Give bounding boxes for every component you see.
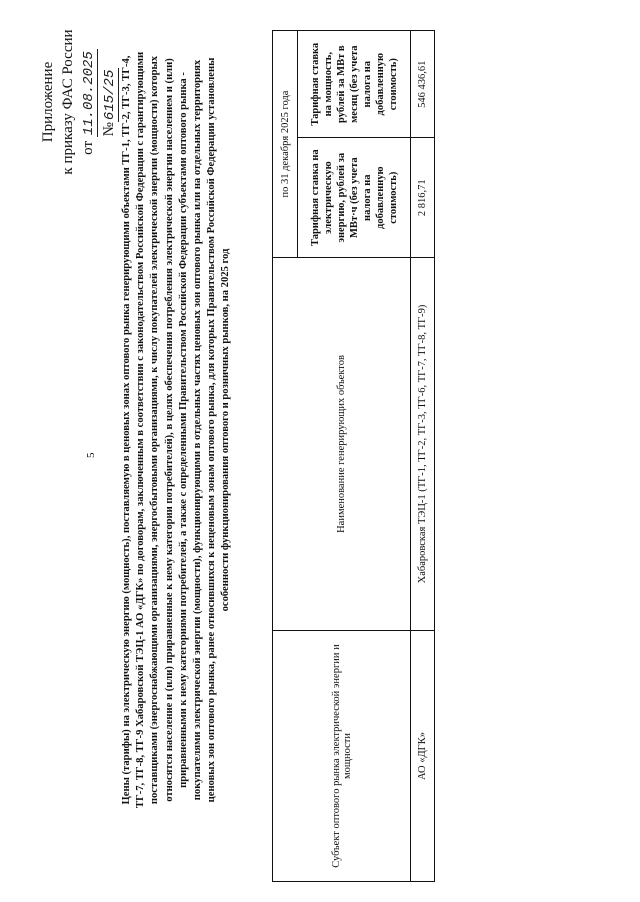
date-prefix: от [80, 140, 96, 155]
cell-objects: Хабаровская ТЭЦ-1 (ТГ-1, ТГ-2, ТГ-3, ТГ-6, ТГ-7, ТГ-8, ТГ-9) [411, 258, 435, 631]
order-date-line [78, 22, 120, 182]
order-number-handwritten: 615/25 [102, 69, 118, 121]
header-objects: Наименование генерирующих объектов [273, 258, 411, 631]
order-reference: к приказу ФАС России [60, 29, 76, 175]
header-capacity-rate: Тарифная ставка на мощность, рублей за МВт в месяц (без учета налога на добавленную стоимость) [298, 31, 411, 138]
table-row [411, 31, 435, 882]
appendix-label: Приложение [40, 61, 56, 143]
cell-capacity-rate: 546 436,61 [411, 31, 435, 138]
header-subject: Субъект оптового рынка электрической энергии и мощности [273, 631, 411, 882]
appendix-header [38, 22, 120, 182]
header-period: по 31 декабря 2025 года [273, 31, 298, 258]
page-number: 5 [85, 452, 97, 458]
header-energy-rate: Тарифная ставка на электрическую энергию, рублей за МВт·ч (без учета налога на добавленную стоимость) [298, 138, 411, 258]
tariff-table [272, 30, 435, 882]
document-title: Цены (тарифы) на электрическую энергию (мощность), поставляемую в ценовых зонах оптового рынка генерирующими объектами ТГ-1, ТГ-2, ТГ-3, ТГ-4, ТГ-7, ТГ-8, ТГ-9 Хабаровской ТЭЦ-1 АО «ДГК» по договорам, заключенным в соответствии с законодательством Российской Федерации с гарантирующими поставщиками (энергоснабжающими организациями, энергосбытовыми организациями, к числу покупателей электрической энергии (мощности) которых относятся население и (или) приравненные к нему категории потребителей), в целях обеспечения потребления электрической энергии населением и (или) приравненными к нему категориями потребителей, а также с определенными Правительством Российской Федерации субъектами оптового рынка - покупателями электрической энергии (мощности), функционирующими в отдельных частях ценовых зон оптового рынка или на отдельных территориях ценовых зон оптового рынка, ранее относившихся к неценовым зонам оптового рынка, для которых Правительством Российской Федерации установлены особенности функционирования оптового и розничных рынков, на 2025 год [121, 51, 232, 809]
order-date-handwritten: 11.08.2025 [81, 51, 97, 136]
cell-energy-rate: 2 816,71 [411, 138, 435, 258]
number-sign: № [101, 122, 117, 137]
cell-subject: АО «ДГК» [411, 631, 435, 882]
